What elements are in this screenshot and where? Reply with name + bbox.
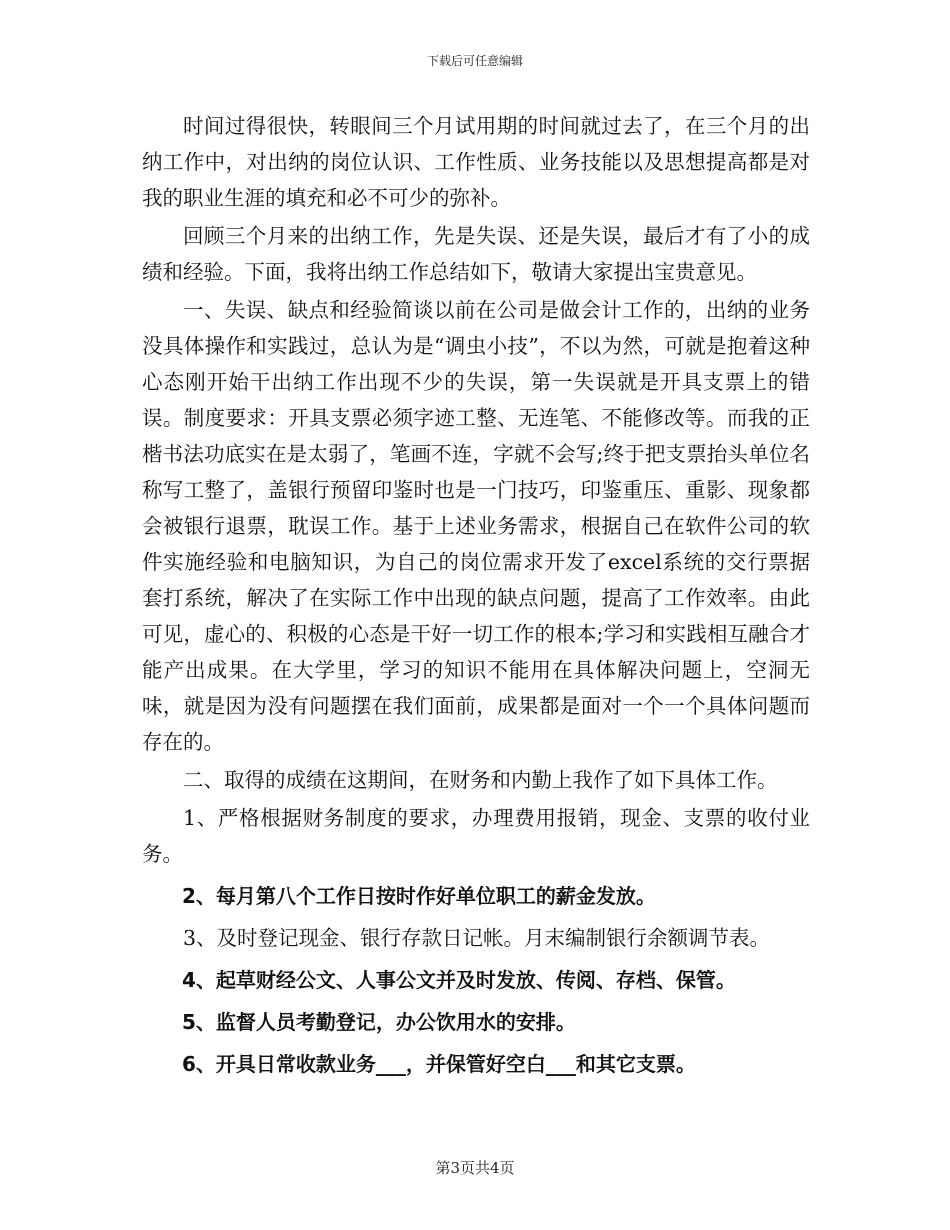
paragraph-intro: 时间过得很快，转眼间三个月试用期的时间就过去了，在三个月的出纳工作中，对出纳的岗位认识、工作性质、业务技能以及思想提高都是对我的职业生涯的填充和必不可少的弥补。 <box>142 114 810 210</box>
document-body <box>142 108 810 1082</box>
page-header-note: 下载后可任意编辑 <box>426 54 523 68</box>
paragraph-section-one: 一、失误、缺点和经验简谈以前在公司是做会计工作的，出纳的业务没具体操作和实践过，总认为是“调虫小技”，不以为然，可就是抱着这种心态刚开始干出纳工作出现不少的失误，第一失误就是开具支票上的错误。制度要求：开具支票必须字迹工整、无连笔、不能修改等。而我的正楷书法功底实在是太弱了，笔画不连，字就不会写;终于把支票抬头单位名称写工整了，盖银行预留印鉴时也是一门技巧，印鉴重压、重影、现象都会被银行退票，耽误工作。基于上述业务需求，根据自己在软件公司的软件实施经验和电脑知识，为自己的岗位需求开发了excel系统的交行票据套打系统，解决了在实际工作中出现的缺点问题，提高了工作效率。由此可见，虚心的、积极的心态是干好一切工作的根本;学习和实践相互融合才能产出成果。在大学里，学习的知识不能用在具体解决问题上，空洞无味，就是因为没有问题摆在我们面前，成果都是面对一个一个具体问题而存在的。 <box>142 298 810 754</box>
paragraph-section-two: 二、取得的成绩在这期间，在财务和内勤上我作了如下具体工作。 <box>183 768 778 792</box>
page-footer-number: 第3页共4页 <box>435 1159 515 1177</box>
list-item-4: 4、起草财经公文、人事公文并及时发放、传阅、存档、保管。 <box>182 968 736 992</box>
list-item-1: 1、严格根据财务制度的要求，办理费用报销，现金、支票的收付业务。 <box>142 806 810 866</box>
paragraph-review: 回顾三个月来的出纳工作，先是失误、还是失误，最后才有了小的成绩和经验。下面，我将出纳工作总结如下，敬请大家提出宝贵意见。 <box>142 224 810 284</box>
list-item-6: 6、开具日常收款业务___，并保管好空白___和其它支票。 <box>182 1052 696 1076</box>
list-item-3: 3、及时登记现金、银行存款日记帐。月末编制银行余额调节表。 <box>183 926 771 950</box>
list-item-5: 5、监督人员考勤登记，办公饮用水的安排。 <box>182 1010 576 1034</box>
list-item-2: 2、每月第八个工作日按时作好单位职工的薪金发放。 <box>182 884 656 908</box>
